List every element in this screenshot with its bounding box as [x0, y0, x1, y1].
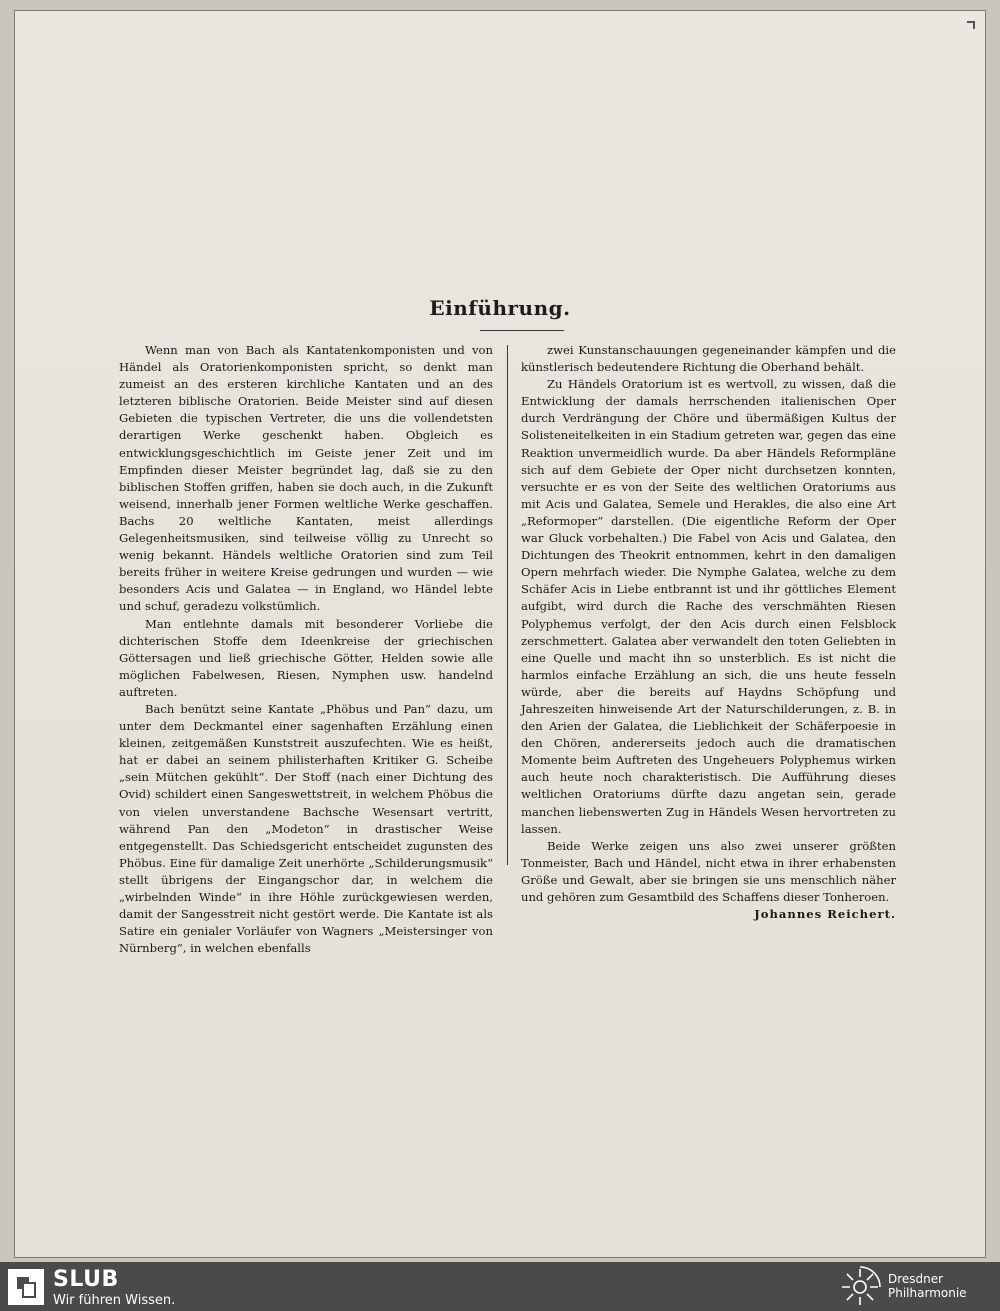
- partner-name: [888, 1272, 967, 1300]
- library-tagline: Wir führen Wissen.: [53, 1293, 176, 1308]
- author-signature: Johannes Reichert.: [754, 907, 896, 922]
- paragraph: Beide Werke zeigen uns also zwei unserer größten Tonmeister, Bach und Händel, nicht etwa in ihrer erhabensten Größe und Gewalt, aber sie bringen sie uns menschlich näher und gehören zum Gesamtbild des Schaffens dieser Tonheroen.: [521, 838, 896, 904]
- paragraph: Zu Händels Oratorium ist es wertvoll, zu wissen, daß die Entwicklung der damals herrschenden italienischen Oper durch Verdrängung der Chöre und übermäßigen Kultus der Solisteneitelkeiten in ein Stadium getreten war, gegen das eine Reaktion unvermeidlich wurde. Da aber Händels Reformpläne sich auf dem Gebiete der Oper nicht durchsetzen konnten, versuchte er es von der Seite des weltlichen Oratoriums aus mit Acis und Galatea, Semele und Herakles, die also eine Art „Reformoper“ darstellen. (Die eigentliche Reform der Oper war Gluck vorbehalten.) Die Fabel von Acis und Galatea, den Dichtungen des Theokrit entnommen, kehrt in den damaligen Opern mehrfach wieder. Die Nymphe Galatea, welche zu dem Schäfer Acis in Liebe entbrannt ist und ihr göttliches Element aufgibt, wird durch die Rache des verschmähten Riesen Polyphemus verfolgt, der den Acis durch einen Felsblock zerschmettert. Galatea aber verwandelt den toten Geliebten in eine Quelle und macht ihn so unsterblich. Es ist nicht die harmlos einfache Erzählung an sich, die uns heute fesseln würde, aber die bereits auf Haydns Schöpfung und Jahreszeiten hinweisende Art der Naturschilderungen, z. B. in den Arien der Galatea, die Lieblichkeit der Schäferpoesie in den Chören, andererseits jedoch auch die dramatischen Momente beim Auftreten des Ungeheuers Polyphemus wirken auch heute noch charakteristisch. Die Aufführung dieses weltlichen Oratoriums dürfte dazu angetan sein, gerade manchen liebenswerten Zug in Händels Wesen hervortreten zu lassen.: [521, 377, 896, 836]
- partner-name-line2: Philharmonie: [888, 1286, 967, 1300]
- corner-mark: [967, 21, 975, 29]
- left-column: [119, 342, 493, 956]
- paragraph: Wenn man von Bach als Kantatenkomponisten und von Händel als Oratorienkomponisten spricht, so denkt man zumeist an des ersteren kirchliche Kantaten und an des letzteren biblische Oratorien. Beide Meister sind auf diesen Gebieten die typischen Vertreter, die uns die vollendetsten derartigen Werke geschenkt haben. Obgleich es entwicklungsgeschichtlich im Geiste jener Zeit und im Empfinden dieser Meister begründet lag, daß sie zu den biblischen Stoffen griffen, haben sie doch auch, in die Zukunft weisend, innerhalb jener Formen weltliche Werke geschaffen. Bachs 20 weltliche Kantaten, meist allerdings Gelegenheitsmusiken, sind teilweise völlig zu Unrecht so wenig bekannt. Händels weltliche Oratorien sind zum Teil bereits früher in weitere Kreise gedrungen und wurden — wie besonders Acis und Galatea — in England, wo Händel lebte und schuf, geradezu volkstümlich.: [119, 343, 493, 614]
- partner-name-line1: Dresdner: [888, 1272, 944, 1286]
- paragraph: Bach benützt seine Kantate „Phöbus und Pan“ dazu, um unter dem Deckmantel einer sagenhaften Erzählung einen kleinen, zeitgemäßen Kunststreit auszufechten. Wie es heißt, hat er dabei an seinem philisterhaften Kritiker G. Scheibe „sein Mütchen gekühlt“. Der Stoff (nach einer Dichtung des Ovid) schildert einen Sangeswettstreit, in welchem Phöbus die von vielen unverstandene Bachsche Wesensart vertritt, während Pan den „Modeton“ in drastischer Weise entgegenstellt. Das Schiedsgericht entscheidet zugunsten des Phöbus. Eine für damalige Zeit unerhörte „Schilderungsmusik“ stellt übrigens der Eingangschor dar, in welchem die „wirbelnden Winde“ in ihre Höhle zurückgewiesen werden, damit der Sangesstreit nicht gestört werde. Die Kantate ist als Satire ein genialer Vorläufer von Wagners „Meistersinger von Nürnberg“, in welchen ebenfalls: [119, 701, 493, 956]
- document-title: Einführung.: [429, 296, 571, 320]
- slub-logo-icon[interactable]: [8, 1269, 44, 1305]
- library-name[interactable]: SLUB: [53, 1267, 119, 1292]
- paragraph: zwei Kunstanschauungen gegeneinander kämpfen und die künstlerisch bedeutendere Richtung die Oberhand behält.: [521, 343, 896, 375]
- right-column: [521, 342, 896, 922]
- philharmonie-logo-icon[interactable]: [838, 1265, 882, 1309]
- footer-bar: [0, 1262, 1000, 1311]
- paragraph: Man entlehnte damals mit besonderer Vorliebe die dichterischen Stoffe dem Ideenkreise der griechischen Göttersagen und ließ griechische Götter, Helden sowie alle möglichen Fabelwesen, Riesen, Nymphen usw. handelnd auftreten.: [119, 616, 493, 699]
- title-underline: [480, 330, 564, 331]
- column-divider: [507, 345, 508, 865]
